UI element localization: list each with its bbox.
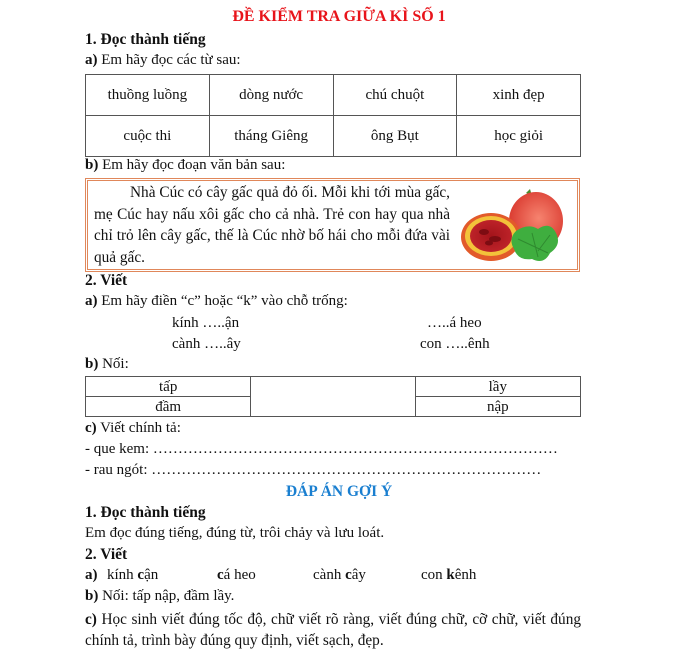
word-cell: cuộc thi xyxy=(86,116,210,157)
fill-item: kính …..ận xyxy=(172,315,240,331)
answer-post: á heo xyxy=(223,567,256,583)
label-b: b) xyxy=(85,157,99,173)
table-row xyxy=(86,116,581,157)
answer-letter: c xyxy=(137,567,145,583)
label-a: a) xyxy=(85,293,98,309)
passage-content: Nhà Cúc có cây gấc quả đỏ ối. Mỗi khi tới mùa gấc, mẹ Cúc hay nấu xôi gấc cho cả nhà. Trẻ con hay qua nhà chỉ trỏ lên cây gấc, thế là Cúc nhờ bố hái cho mỗi đứa vài quả gấc. xyxy=(94,184,450,266)
label-c: c) xyxy=(85,611,97,628)
answer-letter: c xyxy=(345,567,352,583)
matching-table xyxy=(85,376,581,417)
match-middle-cell xyxy=(251,377,415,417)
fill-item: con …..ênh xyxy=(420,336,490,352)
label-a: a) xyxy=(85,52,98,68)
answer-post: ây xyxy=(351,567,366,583)
table-row xyxy=(86,377,581,397)
answer-pre: cành xyxy=(313,567,346,583)
word-cell: ông Bụt xyxy=(333,116,457,157)
match-right-cell: nập xyxy=(415,397,580,417)
label-b: b) xyxy=(85,588,99,604)
answer-c-text: Học sinh viết đúng tốc độ, chữ viết rõ ràng, viết đúng chữ, cỡ chữ, viết đúng chính tả, trình bày đúng quy định, viết sạch, đẹp. xyxy=(85,611,581,649)
passage-text xyxy=(94,182,450,268)
writing-task-b xyxy=(85,356,129,373)
answer-a-item xyxy=(217,567,256,584)
match-right-cell: lầy xyxy=(415,377,580,397)
gac-fruit-icon xyxy=(458,187,573,267)
answer-c xyxy=(85,609,581,651)
answer-title: ĐÁP ÁN GỢI Ý xyxy=(285,483,393,500)
answer-a-label xyxy=(85,567,98,584)
dictation-line: - que kem: ……………………………………………………………………… xyxy=(85,441,558,457)
answer-b-text: Nối: tấp nập, đầm lầy. xyxy=(98,588,235,604)
word-cell: thuồng luồng xyxy=(86,75,210,116)
answer-b xyxy=(85,588,234,605)
dictation-line: - rau ngót: …………………………………………………………………… xyxy=(85,462,542,478)
word-cell: xinh đẹp xyxy=(457,75,581,116)
writing-task-c xyxy=(85,420,181,437)
answer-writing-heading: 2. Viết xyxy=(85,546,128,563)
label-a: a) xyxy=(85,567,98,583)
fill-item: cành …..ây xyxy=(172,336,241,352)
table-row xyxy=(86,75,581,116)
answer-reading-text: Em đọc đúng tiếng, đúng từ, trôi chảy và lưu loát. xyxy=(85,525,385,541)
reading-task-a-text: Em hãy đọc các từ sau: xyxy=(97,52,241,68)
writing-task-a-text: Em hãy điền “c” hoặc “k” vào chỗ trống: xyxy=(97,293,348,309)
answer-a-item xyxy=(421,567,476,584)
answer-pre: kính xyxy=(107,567,138,583)
answer-post: ận xyxy=(144,567,159,583)
answer-a-item xyxy=(107,567,158,584)
match-left-cell: tấp xyxy=(86,377,251,397)
page-title: ĐỀ KIỂM TRA GIỮA KÌ SỐ 1 xyxy=(232,8,446,25)
fill-item: …..á heo xyxy=(427,315,482,331)
answer-pre: con xyxy=(421,567,447,583)
passage-box xyxy=(85,178,580,272)
section-reading-heading: 1. Đọc thành tiếng xyxy=(85,31,206,48)
word-cell: tháng Giêng xyxy=(209,116,333,157)
answer-reading-heading: 1. Đọc thành tiếng xyxy=(85,504,206,521)
word-cell: dòng nước xyxy=(209,75,333,116)
match-left-cell: đầm xyxy=(86,397,251,417)
reading-task-b-text: Em hãy đọc đoạn văn bản sau: xyxy=(98,157,286,173)
writing-task-b-text: Nối: xyxy=(98,356,129,372)
word-cell: học giỏi xyxy=(457,116,581,157)
writing-task-c-text: Viết chính tả: xyxy=(96,420,181,436)
answer-post: ênh xyxy=(454,567,477,583)
word-cell: chú chuột xyxy=(333,75,457,116)
reading-task-a xyxy=(85,52,241,69)
writing-task-a xyxy=(85,293,348,310)
reading-task-b xyxy=(85,157,285,174)
section-writing-heading: 2. Viết xyxy=(85,272,128,289)
answer-letter: c xyxy=(217,567,224,583)
word-table xyxy=(85,74,581,157)
answer-letter: k xyxy=(446,567,455,583)
label-c: c) xyxy=(85,420,97,436)
answer-a-item xyxy=(313,567,366,584)
label-b: b) xyxy=(85,356,99,372)
